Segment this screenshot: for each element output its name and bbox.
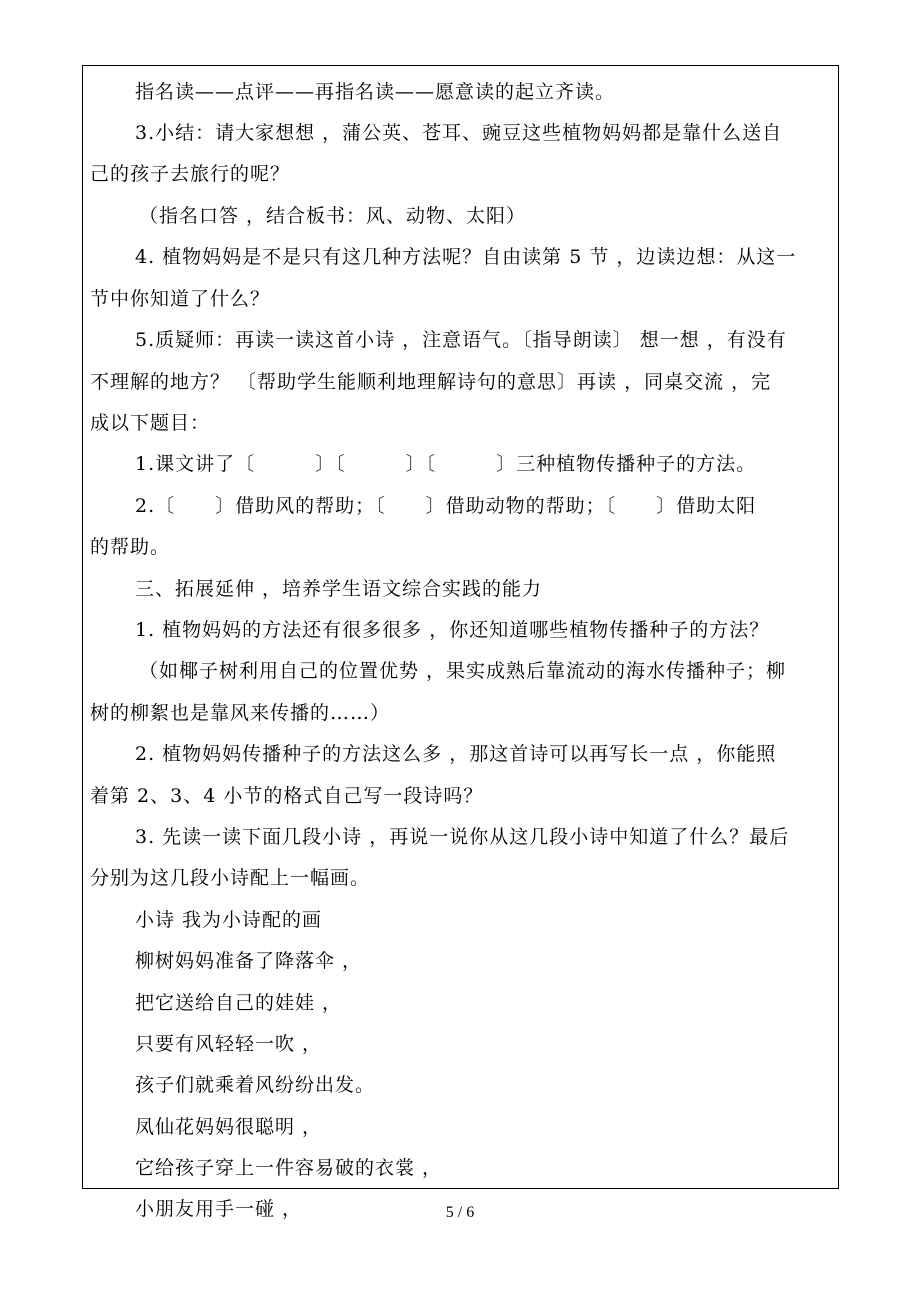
poem-line: 孩子们就乘着风纷纷出发。 xyxy=(135,1074,376,1096)
poem-line: 把它送给自己的娃娃 ， xyxy=(135,992,343,1014)
text-line: 4. 植物妈妈是不是只有这几种方法呢？自由读第 5 节 ，边读边想：从这一 xyxy=(135,246,797,268)
text-line: 的帮助。 xyxy=(90,536,171,558)
text-line: 3.小结：请大家想想 ，蒲公英、苍耳、豌豆这些植物妈妈都是靠什么送自 xyxy=(135,122,783,144)
poem-line: 只要有风轻轻一吹 ， xyxy=(135,1033,323,1055)
poem-line: 柳树妈妈准备了降落伞 ， xyxy=(135,950,363,972)
text-line: 指名读——点评——再指名读——愿意读的起立齐读。 xyxy=(135,81,616,103)
text-line: 3. 先读一读下面几段小诗 ，再说一说你从这几段小诗中知道了什么？最后 xyxy=(135,826,790,848)
text-line: 2.〔 〕借助风的帮助；〔 〕借助动物的帮助；〔 〕借助太阳 xyxy=(135,495,757,517)
poem-line: 凤仙花妈妈很聪明 ， xyxy=(135,1116,323,1138)
poem-header: 小诗 我为小诗配的画 xyxy=(135,909,323,931)
text-line: （如椰子树利用自己的位置优势 ，果实成熟后靠流动的海水传播种子；柳 xyxy=(139,660,787,682)
text-line: 节中你知道了什么？ xyxy=(90,288,271,310)
poem-line: 小朋友用手一碰 ， xyxy=(135,1198,303,1220)
text-line: 不理解的地方？ 〔帮助学生能顺利地理解诗句的意思〕再读 ，同桌交流 ，完 xyxy=(90,371,772,393)
text-line: 树的柳絮也是靠风来传播的……） xyxy=(90,702,391,724)
poem-line: 它给孩子穿上一件容易破的衣裳 ， xyxy=(135,1157,443,1179)
section-heading: 三、拓展延伸 ，培养学生语文综合实践的能力 xyxy=(135,578,543,600)
text-line: 5.质疑师：再读一读这首小诗 ，注意语气。〔指导朗读〕 想一想 ，有没有 xyxy=(135,329,787,351)
text-line: 1. 植物妈妈的方法还有很多很多 ，你还知道哪些植物传播种子的方法？ xyxy=(135,619,770,641)
text-line: 着第 2、3、4 小节的格式自己写一段诗吗？ xyxy=(90,785,484,807)
text-line: 成以下题目： xyxy=(90,412,211,434)
text-line: 2. 植物妈妈传播种子的方法这么多 ，那这首诗可以再写长一点 ，你能照 xyxy=(135,743,777,765)
text-line: 己的孩子去旅行的呢？ xyxy=(90,163,291,185)
text-line: 分别为这几段小诗配上一幅画。 xyxy=(90,867,371,889)
text-line: 1.课文讲了〔 〕〔 〕〔 〕三种植物传播种子的方法。 xyxy=(135,453,757,475)
page-number: 5 / 6 xyxy=(445,1204,475,1221)
text-line: （指名口答 ，结合板书：风、动物、太阳） xyxy=(139,205,527,227)
